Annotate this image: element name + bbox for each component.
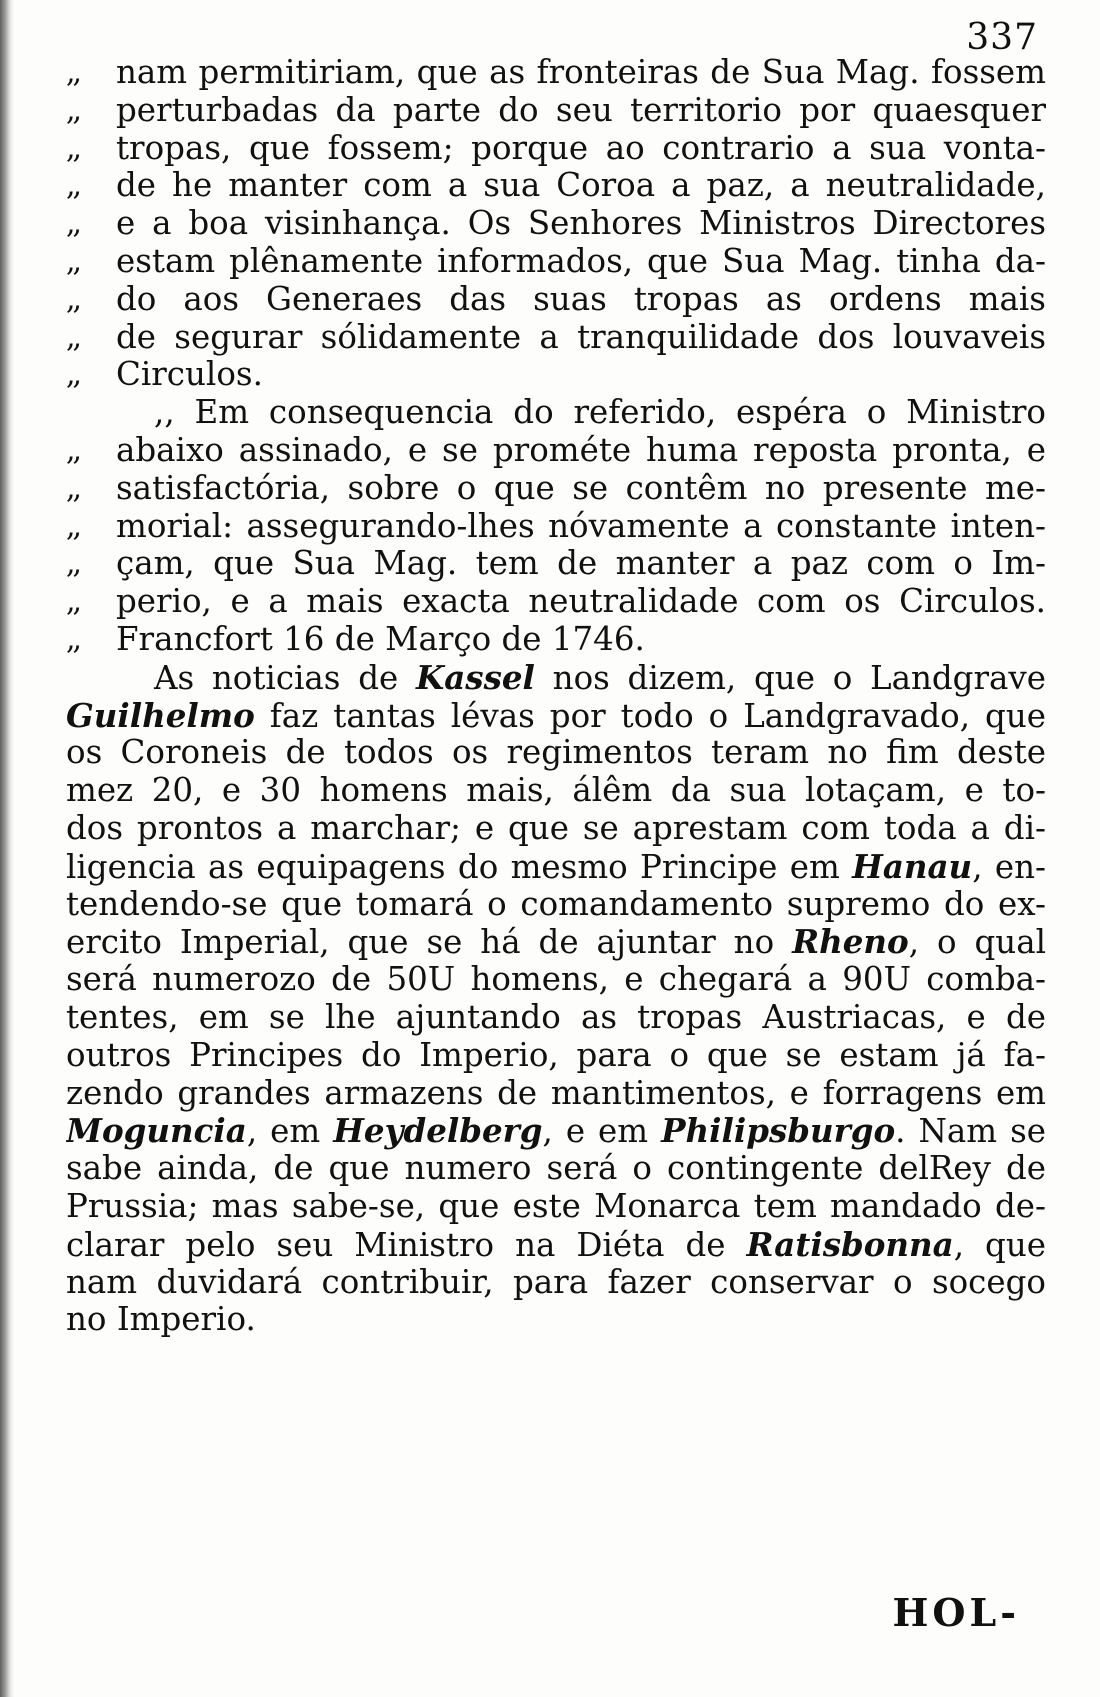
text-span: , o qual — [908, 923, 1046, 962]
line-text: tropas, que fossem; porque ao contrario a sua vonta- — [116, 129, 1046, 167]
place-name: Heydelberg — [333, 1112, 543, 1151]
line-text: nam permitiriam, que as fronteiras de Sua Mag. fossem — [116, 54, 1046, 91]
text-line — [66, 999, 1046, 1037]
text-line — [66, 734, 1046, 772]
line-text: sabe ainda, de que numero será o contingente delRey de — [66, 1150, 1046, 1188]
line-text: tentes, em se lhe ajuntando as tropas Austriacas, e de — [66, 998, 1046, 1036]
text-line — [66, 886, 1046, 924]
text-line — [66, 167, 1046, 205]
text-line — [66, 961, 1046, 999]
text-line — [66, 583, 1046, 621]
text-line — [66, 810, 1046, 848]
quote-mark: ,, — [66, 168, 80, 204]
line-text — [66, 1226, 1046, 1264]
text-line — [66, 1150, 1046, 1188]
text-line — [66, 470, 1046, 508]
text-line — [66, 356, 1046, 394]
text-line — [66, 772, 1046, 810]
text-line — [66, 319, 1046, 357]
text-line — [66, 243, 1046, 281]
line-text: outros Principes do Imperio, para o que se estam já fa- — [66, 1036, 1046, 1074]
text-span: clarar pelo seu Ministro na Diéta de — [66, 1225, 747, 1264]
text-line — [66, 1264, 1046, 1302]
line-text: morial: assegurando-lhes nóvamente a constante inten- — [116, 507, 1046, 545]
place-name: Moguncia — [66, 1112, 247, 1151]
line-text: estam plênamente informados, que Sua Mag. tinha da- — [116, 242, 1046, 280]
line-text — [66, 1112, 1046, 1150]
quote-mark: ,, — [66, 432, 80, 468]
place-name: Ratisbonna — [746, 1225, 954, 1264]
line-text: Circulos. — [116, 356, 263, 394]
page-number: 337 — [966, 17, 1038, 58]
text-span: faz tantas lévas por todo o Landgravado, que — [254, 696, 1046, 735]
line-text: de he manter com a sua Coroa a paz, a neutralidade, — [116, 167, 1046, 205]
place-name: Philipsburgo — [661, 1112, 896, 1151]
text-line — [66, 92, 1046, 130]
line-text-content: Em consequencia do referido, espéra o Ministro — [194, 394, 1046, 432]
text-line — [66, 1112, 1046, 1150]
text-span: , que — [953, 1225, 1046, 1264]
text-line — [66, 659, 1046, 697]
line-text: perio, e a mais exacta neutralidade com os Circulos. — [116, 583, 1046, 621]
text-line — [66, 508, 1046, 546]
text-span: As noticias de — [154, 658, 416, 697]
line-text: no Imperio. — [66, 1301, 256, 1339]
quote-mark: ,, — [66, 243, 80, 279]
line-text: satisfactória, sobre o que se contêm no presente me- — [116, 469, 1046, 507]
line-text: tendendo-se que tomará o comandamento supremo do ex- — [66, 885, 1046, 923]
line-text — [66, 697, 1046, 735]
quote-mark: ,, — [66, 319, 80, 355]
line-text: mez 20, e 30 homens mais, álêm da sua lotaçam, e to- — [66, 772, 1046, 810]
quote-mark: ,, — [66, 584, 80, 620]
quote-mark: ,, — [66, 130, 80, 166]
line-text: e a boa visinhança. Os Senhores Ministros Directores — [116, 205, 1046, 243]
quote-mark: ,, — [66, 92, 80, 128]
text-span: , em — [246, 1112, 334, 1151]
line-text: de segurar sólidamente a tranquilidade dos louvaveis — [116, 318, 1046, 356]
text-line — [66, 394, 1046, 432]
text-line — [66, 1226, 1046, 1264]
text-line — [66, 848, 1046, 886]
text-line — [66, 54, 1046, 92]
text-span: , e em — [542, 1112, 662, 1151]
line-text — [66, 848, 1046, 886]
line-text: Francfort 16 de Março de 1746. — [116, 620, 645, 658]
line-text: do aos Generaes das suas tropas as ordens mais — [116, 280, 1046, 318]
line-text: os Coroneis de todos os regimentos teram no fim deste — [66, 734, 1046, 772]
person-name: Guilhelmo — [66, 696, 255, 735]
line-text: nam duvidará contribuir, para fazer conservar o socego — [66, 1263, 1046, 1301]
line-text: Prussia; mas sabe-se, que este Monarca tem mandado de- — [66, 1187, 1046, 1225]
line-text: zendo grandes armazens de mantimentos, e forragens em — [66, 1074, 1046, 1112]
quote-mark: ,, — [66, 357, 80, 393]
line-text — [66, 394, 1046, 432]
text-line — [66, 1188, 1046, 1226]
text-span: , en- — [972, 847, 1046, 886]
quote-mark: ,, — [66, 470, 80, 506]
text-line — [66, 1301, 1046, 1339]
text-line — [66, 545, 1046, 583]
place-name: Rheno — [792, 923, 909, 962]
quote-mark: ,, — [66, 508, 80, 544]
text-span: nos dizem, que o Landgrave — [534, 658, 1046, 697]
place-name: Hanau — [852, 847, 973, 886]
quote-mark: ,, — [66, 621, 80, 657]
line-text — [66, 923, 1046, 961]
quote-mark: ,, — [66, 55, 80, 90]
catchword: HOL- — [892, 1590, 1020, 1635]
line-text: çam, que Sua Mag. tem de manter a paz com o Im- — [116, 545, 1046, 583]
text-line — [66, 697, 1046, 735]
text-line — [66, 923, 1046, 961]
text-span: ercito Imperial, que se há de ajuntar no — [66, 923, 793, 962]
line-text: dos prontos a marchar; e que se aprestam com toda a di- — [66, 809, 1046, 847]
quote-mark: ,, — [66, 546, 80, 582]
line-text: perturbadas da parte do seu territorio por quaesquer — [116, 91, 1046, 129]
text-body — [66, 54, 1046, 1339]
page-binding-edge — [0, 0, 14, 1697]
text-line — [66, 1075, 1046, 1113]
line-text: abaixo assinado, e se prométe huma reposta pronta, e — [116, 431, 1046, 469]
quote-mark: ,, — [66, 281, 80, 317]
text-line — [66, 432, 1046, 470]
text-span: . Nam se — [895, 1112, 1046, 1151]
quote-mark: ,, — [66, 206, 80, 242]
place-name: Kassel — [415, 658, 535, 697]
text-line — [66, 205, 1046, 243]
text-span: ligencia as equipagens do mesmo Principe em — [66, 847, 853, 886]
line-text: será numerozo de 50U homens, e chegará a 90U comba- — [66, 961, 1046, 999]
line-text — [66, 659, 1046, 697]
text-line — [66, 130, 1046, 168]
quote-mark: ,, — [154, 394, 175, 432]
text-line — [66, 621, 1046, 659]
text-line — [66, 1037, 1046, 1075]
text-line — [66, 281, 1046, 319]
